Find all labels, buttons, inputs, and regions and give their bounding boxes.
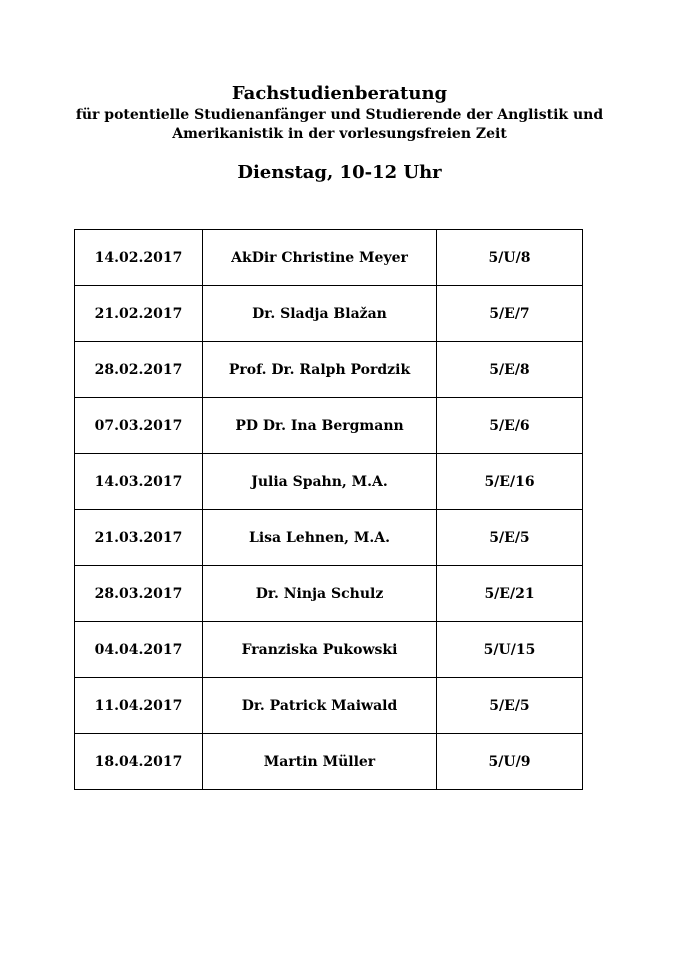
table-row	[75, 566, 583, 622]
consultation-time: Dienstag, 10-12 Uhr	[237, 162, 442, 183]
table-row	[75, 230, 583, 286]
advisor-cell: Martin Müller	[203, 734, 437, 790]
advisor-cell: PD Dr. Ina Bergmann	[203, 398, 437, 454]
room-cell: 5/E/16	[437, 454, 583, 510]
table-row	[75, 734, 583, 790]
date-cell: 28.03.2017	[75, 566, 203, 622]
date-cell: 18.04.2017	[75, 734, 203, 790]
date-cell: 14.03.2017	[75, 454, 203, 510]
date-cell: 28.02.2017	[75, 342, 203, 398]
advisor-cell: Julia Spahn, M.A.	[203, 454, 437, 510]
advisor-cell: AkDir Christine Meyer	[203, 230, 437, 286]
table-row	[75, 286, 583, 342]
date-cell: 14.02.2017	[75, 230, 203, 286]
advisor-cell: Dr. Patrick Maiwald	[203, 678, 437, 734]
room-cell: 5/E/21	[437, 566, 583, 622]
date-cell: 21.02.2017	[75, 286, 203, 342]
table-row	[75, 622, 583, 678]
document-subtitle-line-2: Amerikanistik in der vorlesungsfreien Zeit	[172, 126, 507, 142]
advisor-cell: Franziska Pukowski	[203, 622, 437, 678]
date-cell: 21.03.2017	[75, 510, 203, 566]
room-cell: 5/U/8	[437, 230, 583, 286]
room-cell: 5/E/5	[437, 510, 583, 566]
advisor-cell: Dr. Ninja Schulz	[203, 566, 437, 622]
room-cell: 5/U/9	[437, 734, 583, 790]
room-cell: 5/E/6	[437, 398, 583, 454]
room-cell: 5/U/15	[437, 622, 583, 678]
advisor-cell: Dr. Sladja Blažan	[203, 286, 437, 342]
date-cell: 07.03.2017	[75, 398, 203, 454]
schedule-table	[74, 229, 583, 790]
date-cell: 04.04.2017	[75, 622, 203, 678]
table-row	[75, 454, 583, 510]
room-cell: 5/E/5	[437, 678, 583, 734]
document-subtitle-line-1: für potentielle Studienanfänger und Studierende der Anglistik und	[75, 107, 604, 123]
document-title: Fachstudienberatung	[231, 83, 448, 104]
room-cell: 5/E/8	[437, 342, 583, 398]
room-cell: 5/E/7	[437, 286, 583, 342]
table-row	[75, 678, 583, 734]
advisor-cell: Lisa Lehnen, M.A.	[203, 510, 437, 566]
advisor-cell: Prof. Dr. Ralph Pordzik	[203, 342, 437, 398]
table-row	[75, 342, 583, 398]
date-cell: 11.04.2017	[75, 678, 203, 734]
table-row	[75, 510, 583, 566]
table-row	[75, 398, 583, 454]
document-header	[0, 82, 679, 144]
